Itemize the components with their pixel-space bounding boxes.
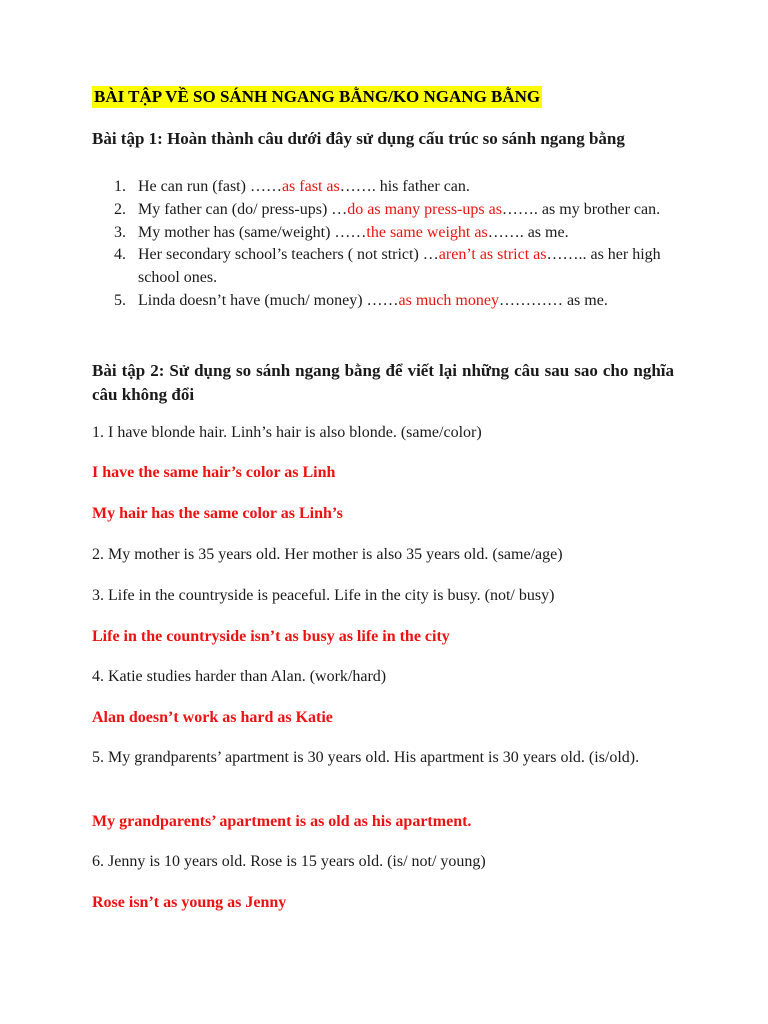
list-item: [92, 222, 682, 245]
question-1: 1. I have blonde hair. Linh’s hair is also blonde. (same/color): [92, 424, 482, 441]
answer-5: My grandparents’ apartment is as old as his apartment.: [92, 813, 472, 830]
item-tail: …….. as her high school ones.: [138, 246, 661, 287]
exercise-1-heading: Bài tập 1: Hoàn thành câu dưới đây sử dụng cấu trúc so sánh ngang bằng: [92, 129, 625, 148]
item-tail: ………… as me.: [498, 291, 608, 309]
list-item: [92, 244, 682, 290]
list-item: [92, 176, 682, 199]
item-prompt: My father can (do/ press-ups) …: [138, 200, 348, 218]
item-answer: the same weight as: [366, 223, 488, 241]
item-number: 2.: [114, 200, 126, 218]
item-number: 4.: [114, 246, 126, 264]
question-3: 3. Life in the countryside is peaceful. Life in the city is busy. (not/ busy): [92, 587, 555, 604]
item-number: 1.: [114, 178, 126, 195]
item-answer: aren’t as strict as: [438, 246, 547, 264]
question-2: 2. My mother is 35 years old. Her mother is also 35 years old. (same/age): [92, 546, 563, 563]
question-5: 5. My grandparents’ apartment is 30 years old. His apartment is 30 years old. (is/old).: [92, 749, 640, 766]
item-prompt: My mother has (same/weight) ……: [138, 223, 367, 241]
exercise-1-list: [92, 176, 682, 313]
item-answer: do as many press-ups as: [347, 200, 502, 218]
list-item: [92, 290, 682, 313]
item-number: 5.: [114, 291, 126, 309]
item-prompt: Her secondary school’s teachers ( not strict) …: [138, 246, 439, 264]
item-tail: ……. his father can.: [339, 178, 470, 195]
answer-4: Alan doesn’t work as hard as Katie: [92, 709, 333, 726]
list-item: [92, 199, 682, 222]
answer-3: Life in the countryside isn’t as busy as life in the city: [92, 628, 450, 645]
answer-1a: I have the same hair’s color as Linh: [92, 464, 336, 481]
answer-6: Rose isn’t as young as Jenny: [92, 894, 287, 911]
item-prompt: He can run (fast) ……: [138, 178, 282, 195]
question-4: 4. Katie studies harder than Alan. (work/hard): [92, 668, 387, 685]
answer-1b: My hair has the same color as Linh’s: [92, 505, 343, 522]
item-tail: ……. as me.: [487, 223, 569, 241]
item-number: 3.: [114, 223, 126, 241]
item-prompt: Linda doesn’t have (much/ money) ……: [138, 291, 399, 309]
item-answer: as fast as: [281, 178, 340, 195]
exercise-2-heading: Bài tập 2: Sử dụng so sánh ngang bằng để viết lại những câu sau sao cho nghĩa câu không đổi: [92, 361, 674, 404]
item-answer: as much money: [398, 291, 499, 309]
document-title: BÀI TẬP VỀ SO SÁNH NGANG BẰNG/KO NGANG BẰNG: [94, 87, 541, 106]
question-6: 6. Jenny is 10 years old. Rose is 15 years old. (is/ not/ young): [92, 853, 486, 870]
item-tail: ……. as my brother can.: [501, 200, 661, 218]
